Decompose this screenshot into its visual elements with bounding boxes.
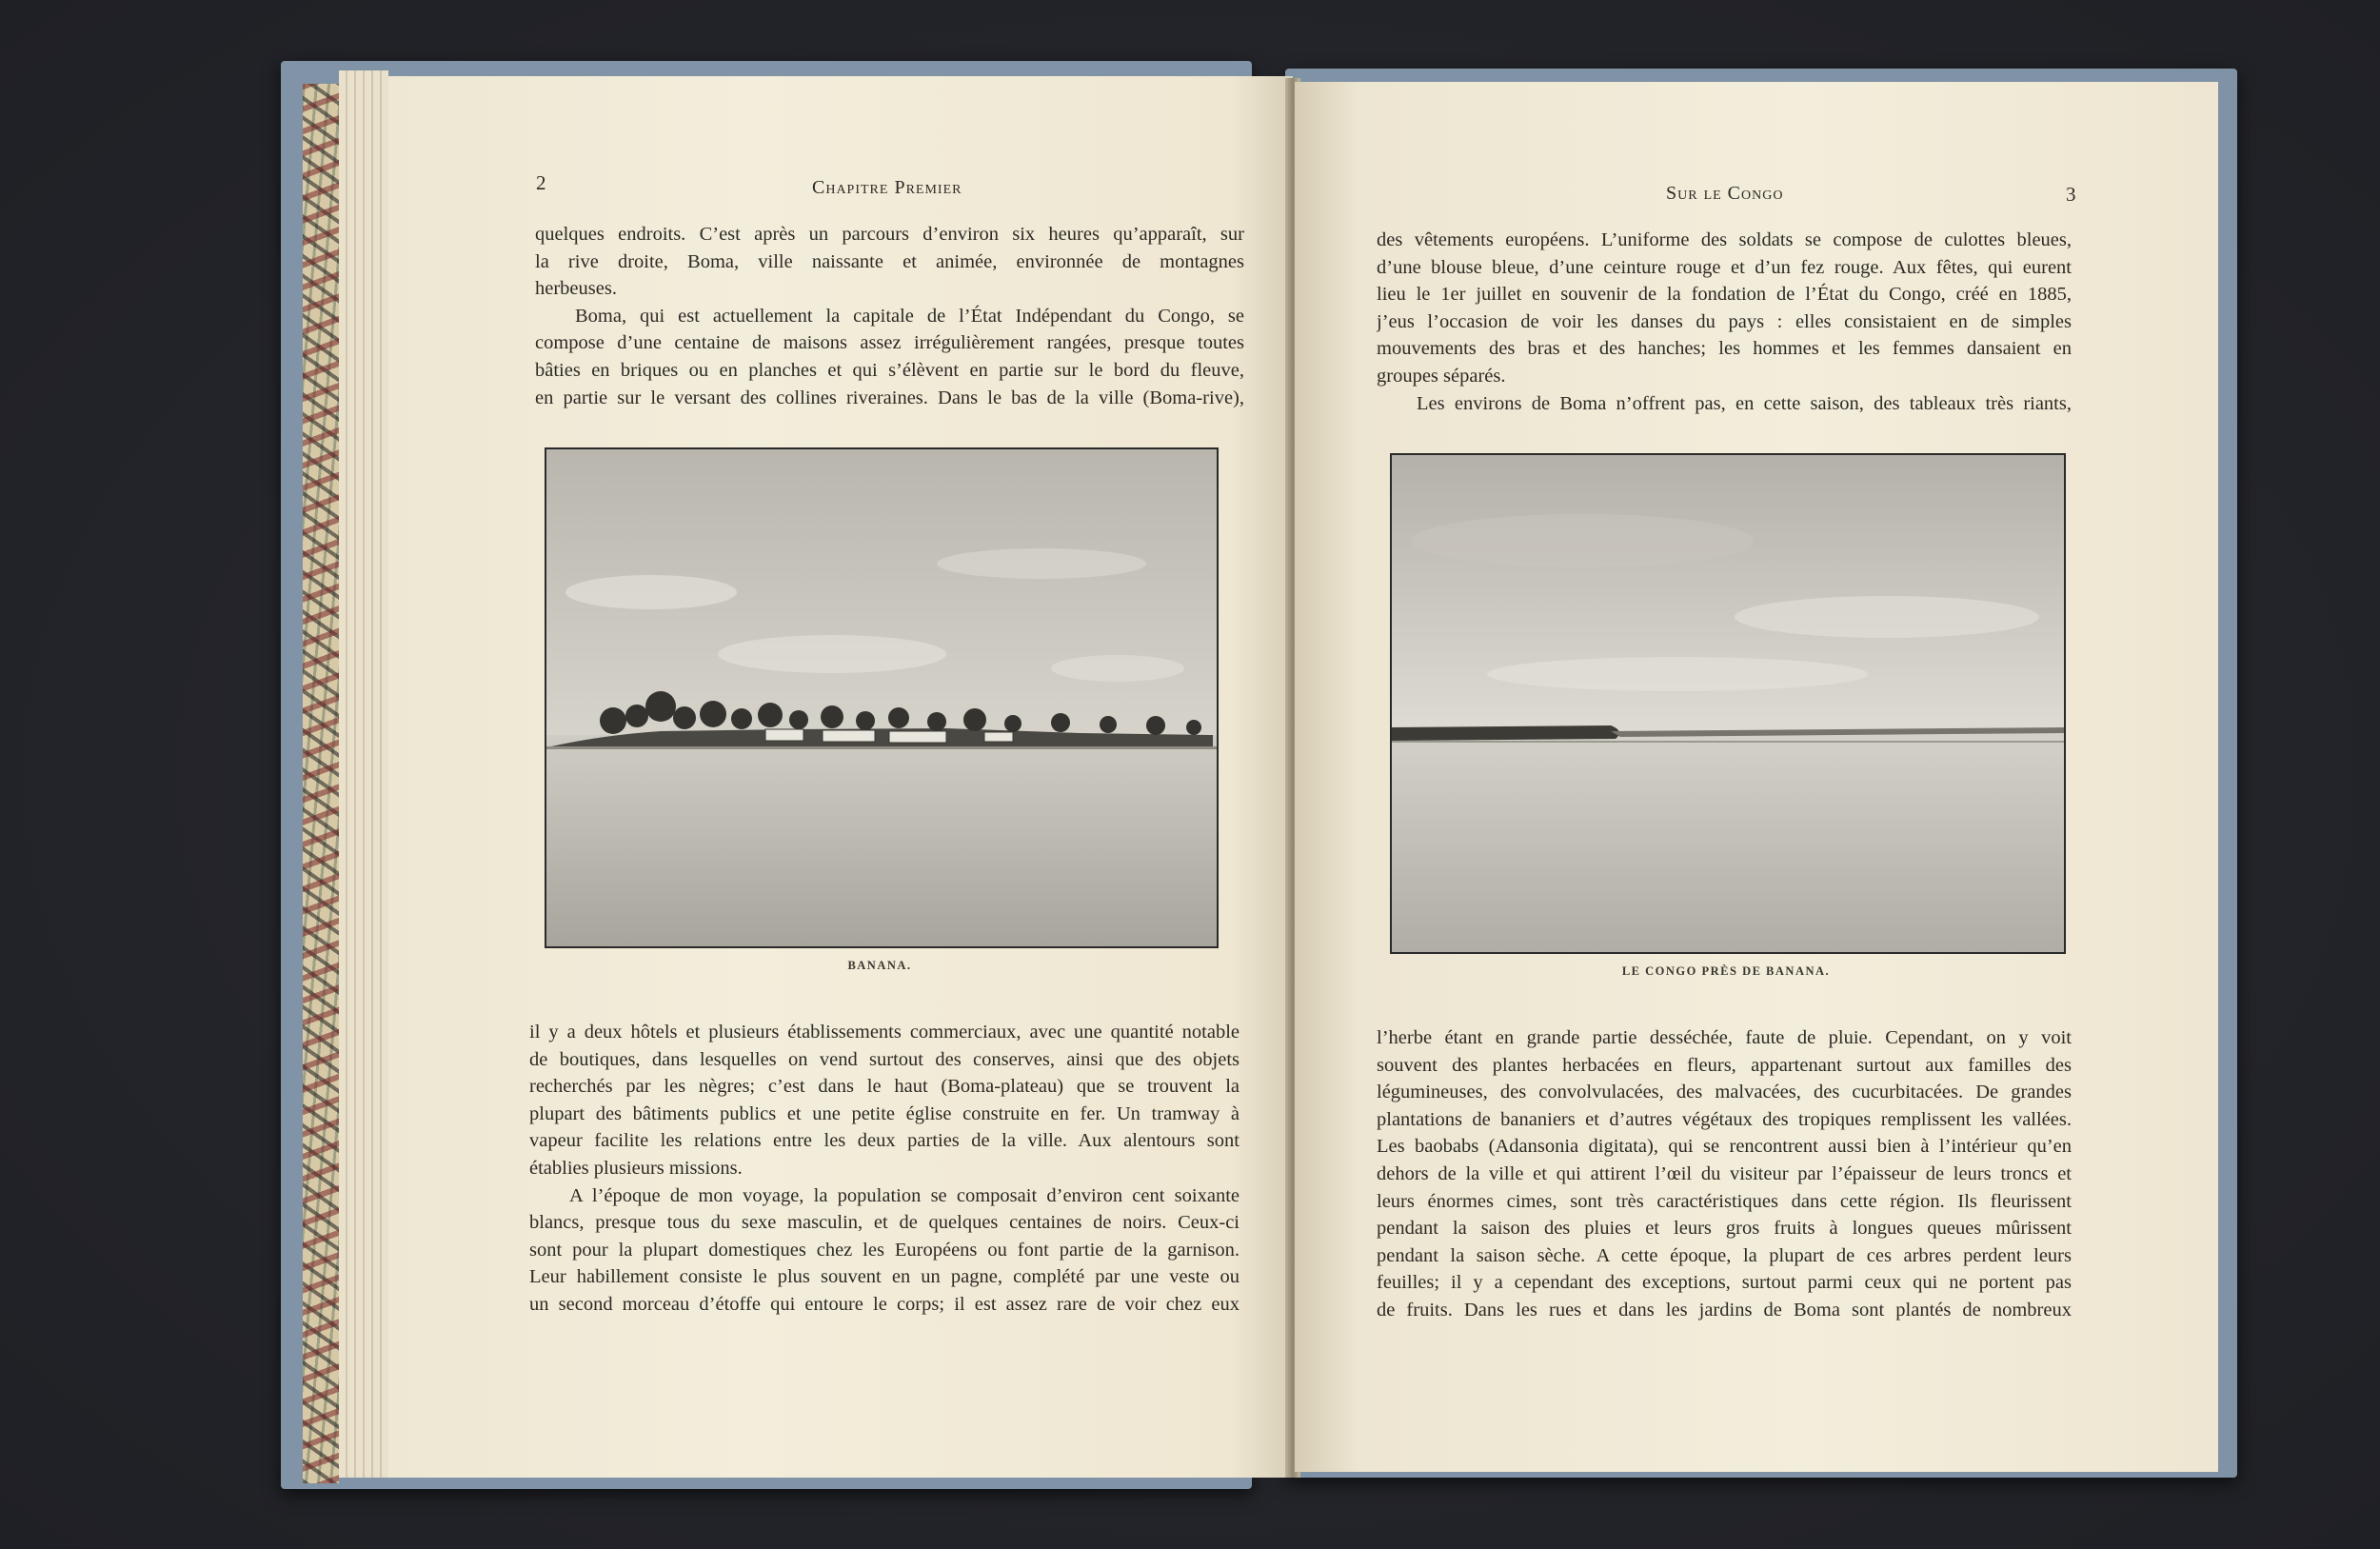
page-number: 3 — [2066, 183, 2076, 206]
text-line: de fruits. Dans les rues et dans les jardins de Boma sont plantés de nombreux — [1377, 1299, 2072, 1321]
text-line: d’une blouse bleue, d’une ceinture rouge et d’un fez rouge. Aux fêtes, qui eurent — [1377, 256, 2072, 278]
text-line: vapeur facilite les relations entre les deux parties de la ville. Aux alentours sont — [529, 1130, 1240, 1152]
plate-caption: LE CONGO PRÈS DE BANANA. — [1621, 964, 1831, 978]
illustration-banana — [545, 447, 1219, 948]
text-block-top — [535, 221, 1244, 411]
running-head: Chapitre Premier — [812, 177, 962, 198]
text-line: quelques endroits. C’est après un parcours d’environ six heures qu’apparaît, sur — [535, 224, 1244, 245]
text-line: plantations de bananiers et d’autres végétaux des tropiques remplissent les vallées. — [1377, 1108, 2072, 1130]
text-line: bâties en briques ou en planches et qui s’élèvent en partie sur le bord du fleuve, — [535, 359, 1244, 381]
banana-engraving — [546, 449, 1217, 946]
text-line: il y a deux hôtels et plusieurs établissements commerciaux, avec une quantité notable — [529, 1022, 1240, 1043]
text-block-bottom — [529, 1019, 1240, 1319]
text-line: Les environs de Boma n’offrent pas, en cette saison, des tableaux très riants, — [1417, 392, 2072, 414]
text-line: blancs, presque tous du sexe masculin, et de quelques centaines de noirs. Ceux-ci — [529, 1212, 1240, 1234]
text-line: j’eus l’occasion de voir les danses du pays : elles consistaient en de simples — [1377, 310, 2072, 332]
text-line: herbeuses. — [535, 278, 617, 300]
text-line: Boma, qui est actuellement la capitale de l’État Indépendant du Congo, se — [575, 305, 1244, 327]
plate-caption: BANANA. — [847, 959, 912, 972]
marbled-endpaper — [303, 84, 339, 1483]
right-page — [1295, 82, 2218, 1472]
page-edges — [339, 70, 388, 1478]
text-line: établies plusieurs missions. — [529, 1157, 743, 1179]
text-line: dehors de la ville et qui attirent l’œil du visiteur par l’épaisseur de leurs troncs et — [1377, 1162, 2072, 1184]
text-line: en partie sur le versant des collines riveraines. Dans le bas de la ville (Boma-rive), — [535, 387, 1244, 408]
text-line: l’herbe étant en grande partie desséchée, faute de pluie. Cependant, on y voit — [1377, 1027, 2072, 1048]
text-line: Les baobabs (Adansonia digitata), qui se rencontrent aussi bien à l’intérieur qu’en — [1377, 1136, 2072, 1158]
text-line: souvent des plantes herbacées en fleurs, appartenant surtout aux familles des — [1377, 1054, 2072, 1076]
text-line: pendant la saison sèche. A cette époque, la plupart de ces arbres perdent leurs — [1377, 1244, 2072, 1266]
text-line: un second morceau d’étoffe qui entoure le corps; il est assez rare de voir chez eux — [529, 1293, 1240, 1315]
text-block-bottom — [1377, 1024, 2072, 1324]
text-line: légumineuses, des convolvulacées, des malvacées, des cucurbitacées. De grandes — [1377, 1082, 2072, 1103]
text-line: des vêtements européens. L’uniforme des soldats se compose de culottes bleues, — [1377, 229, 2072, 250]
text-line: compose d’une centaine de maisons assez irrégulièrement rangées, presque toutes — [535, 332, 1244, 354]
text-block-top — [1377, 227, 2072, 417]
text-line: mouvements des bras et des hanches; les hommes et les femmes dansaient en — [1377, 338, 2072, 360]
page-number: 2 — [536, 171, 546, 194]
text-line: feuilles; il y a cependant des exceptions, surtout parmi ceux qui ne portent pas — [1377, 1272, 2072, 1294]
text-line: Leur habillement consiste le plus souvent en un pagne, complété par une veste ou — [529, 1266, 1240, 1288]
text-line: leurs énormes cimes, sont très caractéristiques dans cette région. Ils fleurissent — [1377, 1190, 2072, 1212]
text-line: sont pour la plupart domestiques chez les Européens ou font partie de la garnison. — [529, 1239, 1240, 1261]
illustration-congo-near-banana — [1390, 453, 2066, 954]
text-line: la rive droite, Boma, ville naissante et animée, environnée de montagnes — [535, 250, 1244, 272]
text-line: A l’époque de mon voyage, la population se composait d’environ cent soixante — [569, 1184, 1240, 1206]
congo-engraving — [1392, 455, 2064, 952]
text-line: groupes séparés. — [1377, 365, 1506, 387]
text-line: pendant la saison des pluies et leurs gros fruits à longues queues mûrissent — [1377, 1218, 2072, 1240]
text-line: recherchés par les nègres; c’est dans le haut (Boma-plateau) que se trouvent la — [529, 1076, 1240, 1098]
text-line: de boutiques, dans lesquelles on vend surtout des conserves, ainsi que des objets — [529, 1048, 1240, 1070]
running-head: Sur le Congo — [1666, 183, 1784, 204]
left-page — [388, 76, 1293, 1478]
text-line: lieu le 1er juillet en souvenir de la fondation de l’État du Congo, créé en 1885, — [1377, 284, 2072, 306]
text-line: plupart des bâtiments publics et une petite église construite en fer. Un tramway à — [529, 1102, 1240, 1124]
